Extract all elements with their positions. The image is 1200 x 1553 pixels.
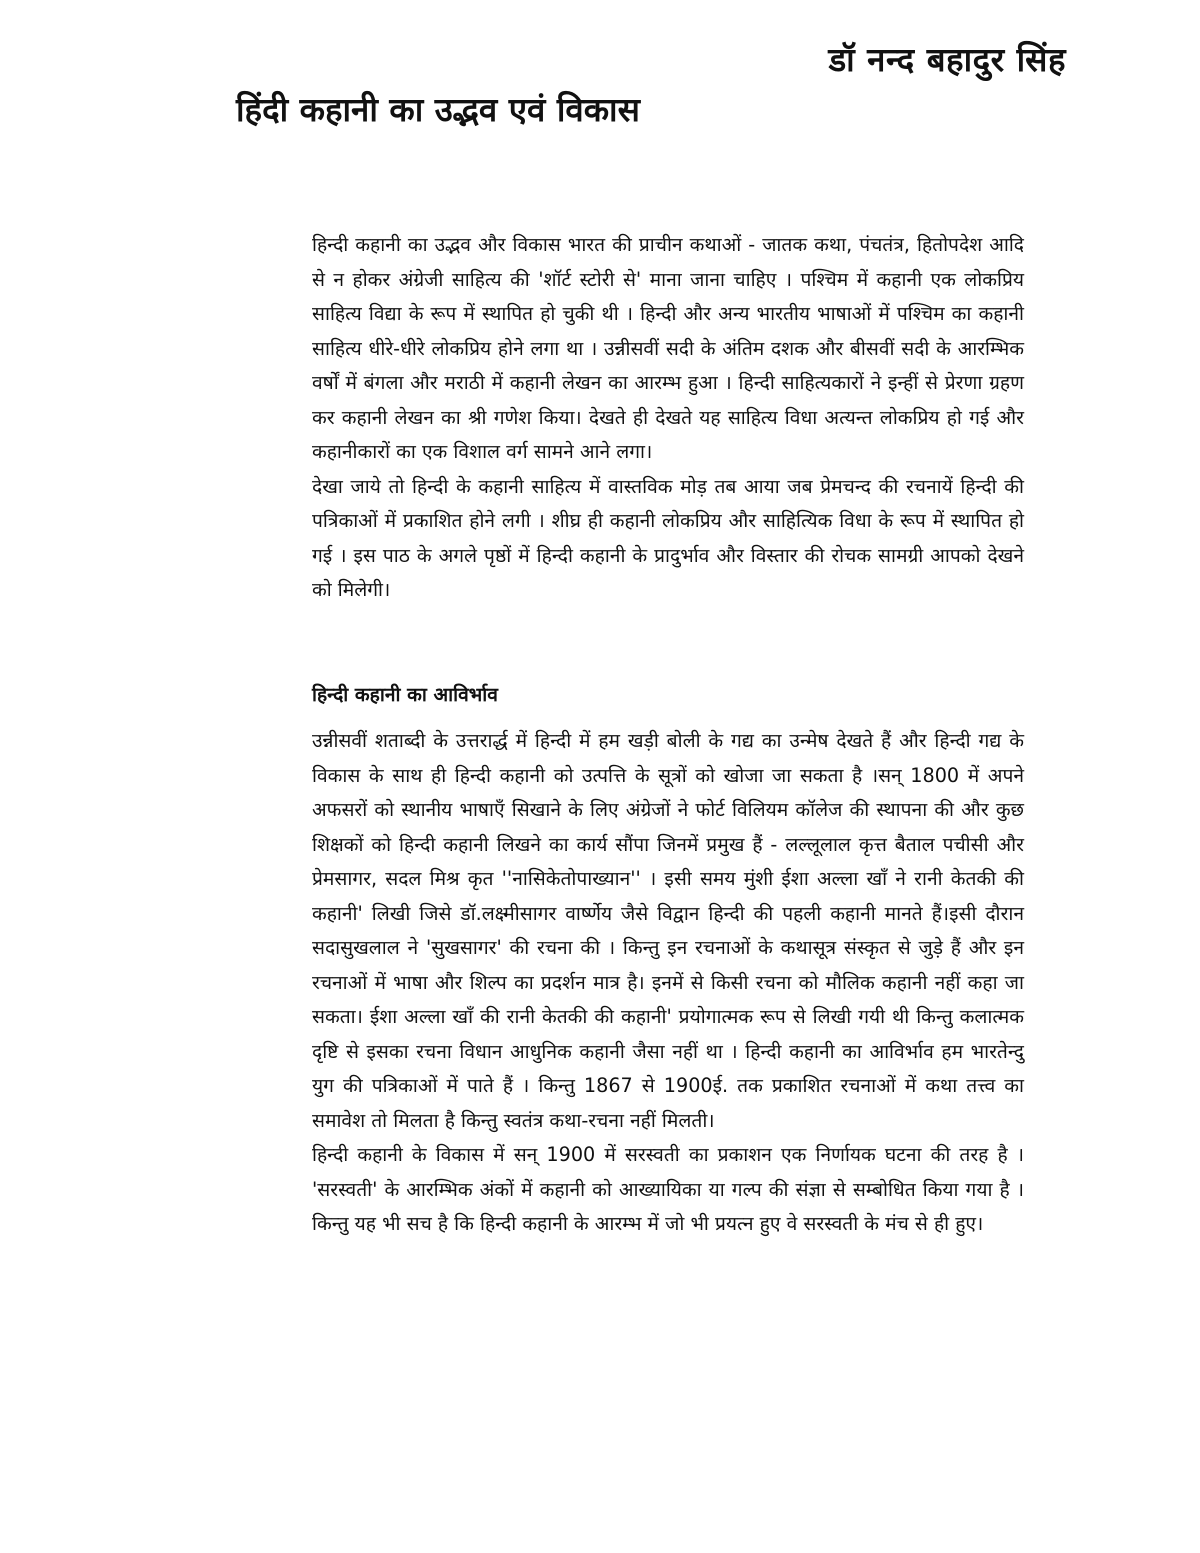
intro-paragraph-2: देखा जाये तो हिन्दी के कहानी साहित्य में वास्तविक मोड़ तब आया जब प्रेमचन्द की रचनायें हिन्दी की पत्रिकाओं में प्रकाशित होने लगी । शीघ्र ही कहानी लोकप्रिय और साहित्यिक विधा के रूप में स्थापित हो गई । इस पाठ के अगले पृष्ठों में हिन्दी कहानी के प्रादुर्भाव और विस्तार की रोचक सामग्री आपको देखने को मिलेगी।	[312, 474, 1024, 601]
heading-spacer	[312, 712, 1024, 724]
section-paragraph-2: हिन्दी कहानी के विकास में सन् 1900 में सरस्वती का प्रकाशन एक निर्णायक घटना की तरह है । 'सरस्वती' के आरम्भिक अंकों में कहानी को आख्यायिका या गल्प की संज्ञा से सम्बोधित किया गया है । किन्तु यह भी सच है कि हिन्दी कहानी के आरम्भ में जो भी प्रयत्न हुए वे सरस्वती के मंच से ही हुए।	[312, 1143, 1024, 1235]
document-body	[312, 228, 1024, 1242]
author-name: डॉ नन्द बहादुर सिंह	[828, 40, 1066, 79]
intro-paragraph-1: हिन्दी कहानी का उद्भव और विकास भारत की प्राचीन कथाओं - जातक कथा, पंचतंत्र, हितोपदेश आदि से न होकर अंग्रेजी साहित्य की 'शॉर्ट स्टोरी से' माना जाना चाहिए । पश्चिम में कहानी एक लोकप्रिय साहित्य विद्या के रूप में स्थापित हो चुकी थी । हिन्दी और अन्य भारतीय भाषाओं में पश्चिम का कहानी साहित्य धीरे-धीरे लोकप्रिय होने लगा था । उन्नीसवीं सदी के अंतिम दशक और बीसवीं सदी के आरम्भिक वर्षों में बंगला और मराठी में कहानी लेखन का आरम्भ हुआ । हिन्दी साहित्यकारों ने इन्हीं से प्रेरणा ग्रहण कर कहानी लेखन का श्री गणेश किया। देखते ही देखते यह साहित्य विधा अत्यन्त लोकप्रिय हो गई और कहानीकारों का एक विशाल वर्ग सामने आने लगा।	[312, 233, 1024, 463]
section-heading: हिन्दी कहानी का आविर्भाव	[312, 682, 498, 706]
page-title: हिंदी कहानी का उद्भव एवं विकास	[236, 90, 640, 129]
section-spacer	[312, 608, 1024, 678]
section-paragraph-1: उन्नीसवीं शताब्दी के उत्तरार्द्ध में हिन्दी में हम खड़ी बोली के गद्य का उन्मेष देखते हैं और हिन्दी गद्य के विकास के साथ ही हिन्दी कहानी को उत्पत्ति के सूत्रों को खोजा जा सकता है ।सन् 1800 में अपने अफसरों को स्थानीय भाषाएँ सिखाने के लिए अंग्रेजों ने फोर्ट विलियम कॉलेज की स्थापना की और कुछ शिक्षकों को हिन्दी कहानी लिखने का कार्य सौंपा जिनमें प्रमुख हैं - लल्लूलाल कृत्त बैताल पचीसी और प्रेमसागर, सदल मिश्र कृत ''नासिकेतोपाख्यान'' । इसी समय मुंशी ईशा अल्ला खाँ ने रानी केतकी की कहानी' लिखी जिसे डॉ.लक्ष्मीसागर वार्ष्णेय जैसे विद्वान हिन्दी की पहली कहानी मानते हैं।इसी दौरान सदासुखलाल ने 'सुखसागर' की रचना की । किन्तु इन रचनाओं के कथासूत्र संस्कृत से जुड़े हैं और इन रचनाओं में भाषा और शिल्प का प्रदर्शन मात्र है। इनमें से किसी रचना को मौलिक कहानी नहीं कहा जा सकता। ईशा अल्ला खाँ की रानी केतकी की कहानी' प्रयोगात्मक रूप से लिखी गयी थी किन्तु कलात्मक दृष्टि से इसका रचना विधान आधुनिक कहानी जैसा नहीं था । हिन्दी कहानी का आविर्भाव हम भारतेन्दु युग की पत्रिकाओं में पाते हैं । किन्तु 1867 से 1900ई. तक प्रकाशित रचनाओं में कथा तत्त्व का समावेश तो मिलता है किन्तु स्वतंत्र कथा-रचना नहीं मिलती।	[312, 729, 1024, 1132]
